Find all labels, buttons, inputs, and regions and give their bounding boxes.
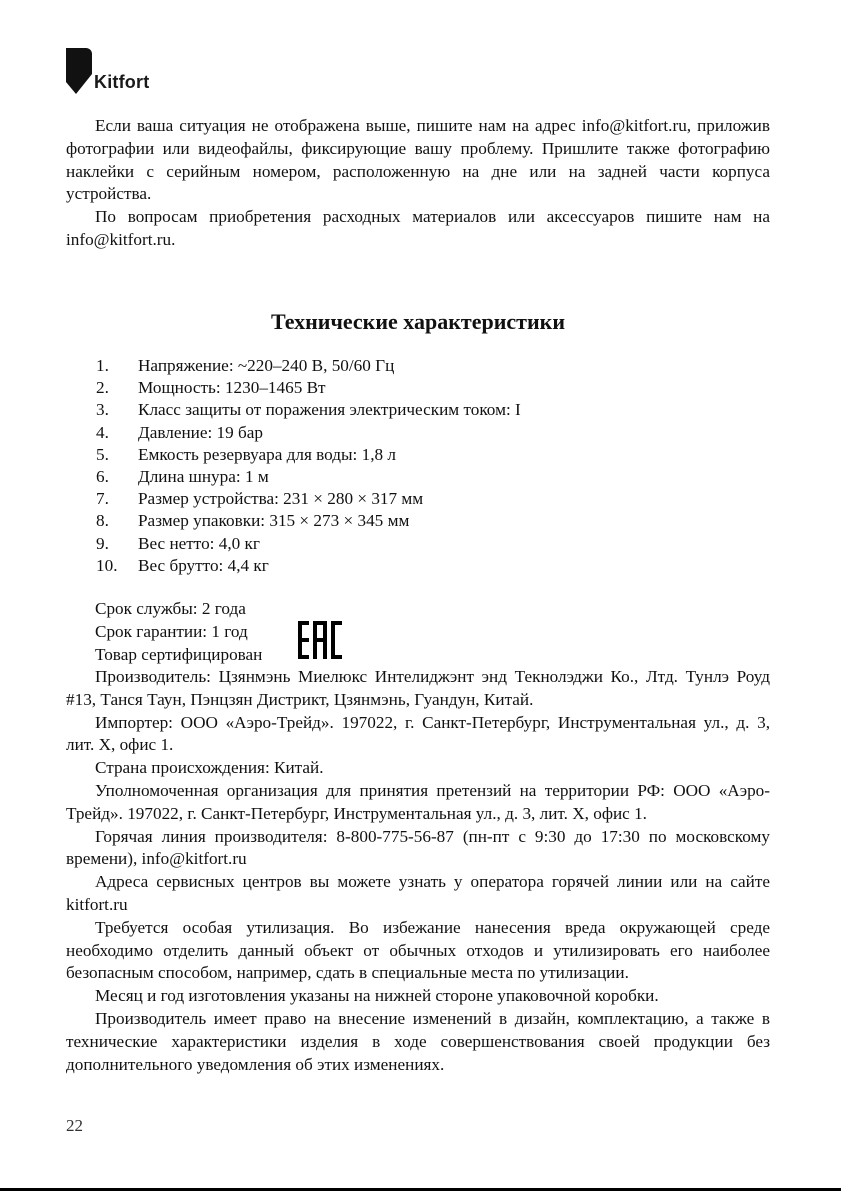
spec-item: 1. Напряжение: ~220–240 В, 50/60 Гц [96, 356, 395, 375]
spec-item: 9. Вес нетто: 4,0 кг [96, 533, 260, 553]
intro-paragraph: Если ваша ситуация не отображена выше, пишите нам на адрес info@kitfort.ru, приложив фотографии или видеофайлы, фиксирующие вашу проблему. Пришлите также фотографию наклейки с серийным номером, расположенную на дне или на задней части корпуса устройства. [66, 116, 770, 204]
spec-item: 4. Давление: 19 бар [96, 422, 263, 442]
specs-heading: Технические характеристики [270, 309, 566, 334]
service-centers: Адреса сервисных центров вы можете узнать у оператора горячей линии или на сайте kitfort.ru [66, 872, 770, 914]
country-of-origin: Страна происхождения: Китай. [95, 758, 324, 778]
warranty-section [66, 598, 770, 666]
spec-item: 5. Емкость резервуара для воды: 1,8 л [96, 444, 396, 464]
spec-item: 3. Класс защиты от поражения электрическим током: I [96, 400, 521, 420]
logo-text: Kitfort [94, 72, 150, 92]
eac-mark-icon [298, 621, 342, 659]
hotline: Горячая линия производителя: 8-800-775-56-87 (пн-пт с 9:30 до 17:30 по московскому времени), info@kitfort.ru [66, 826, 770, 869]
manufacture-date-note: Месяц и год изготовления указаны на нижней стороне упаковочной коробки. [95, 986, 659, 1006]
authorized-organization: Уполномоченная организация для принятия претензий на территории РФ: ООО «Аэро-Трейд». 197022, г. Санкт-Петербург, Инструментальная ул., д. 3, лит. Х, офис 1. [66, 780, 770, 823]
page-number: 22 [66, 1116, 83, 1135]
details-section [66, 666, 770, 1076]
kitfort-logo [66, 48, 149, 94]
service-life: Срок службы: 2 года [95, 599, 246, 618]
spec-item: 8. Размер упаковки: 315 × 273 × 345 мм [96, 511, 410, 531]
warranty-term: Срок гарантии: 1 год [95, 621, 248, 641]
spec-item: 7. Размер устройства: 231 × 280 × 317 мм [96, 489, 424, 509]
specs-list [96, 355, 521, 577]
manufacturer: Производитель: Цзянмэнь Миелюкс Интелиджэнт энд Текнолэджи Ко., Лтд. Тунлэ Роуд #13, Танся Таун, Пэнцзян Дистрикт, Цзянмэнь, Гуандун, Китай. [66, 667, 770, 709]
kitfort-logo-icon [66, 48, 92, 94]
intro-paragraph: По вопросам приобретения расходных материалов или аксессуаров пишите нам на info@kitfort.ru. [66, 207, 770, 249]
spec-item: 6. Длина шнура: 1 м [96, 467, 269, 487]
spec-item: 10. Вес брутто: 4,4 кг [96, 555, 269, 575]
importer: Импортер: ООО «Аэро-Трейд». 197022, г. Санкт-Петербург, Инструментальная ул., д. 3, лит. Х, офис 1. [66, 712, 770, 755]
intro-section [66, 115, 770, 252]
disposal-note: Требуется особая утилизация. Во избежание нанесения вреда окружающей среде необходимо отделить данный объект от обычных отходов и утилизировать его наиболее безопасным способом, например, сдать в специальные места по утилизации. [66, 917, 770, 983]
spec-item: 2. Мощность: 1230–1465 Вт [96, 378, 326, 398]
certified-text: Товар сертифицирован [95, 644, 263, 664]
changes-disclaimer: Производитель имеет право на внесение изменений в дизайн, комплектацию, а также в технические характеристики изделия в ходе совершенствования своей продукции без дополнительного уведомления об этих изменениях. [66, 1008, 770, 1074]
